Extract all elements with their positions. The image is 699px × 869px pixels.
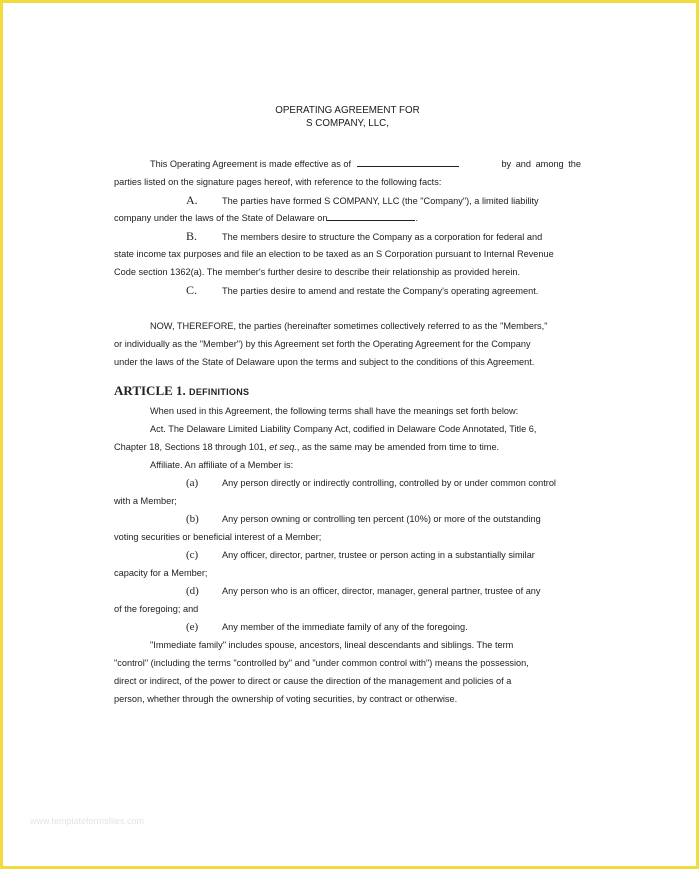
intro-text-b: by and among the xyxy=(501,159,581,169)
definitions-lead-text: When used in this Agreement, the following terms shall have the meanings set forth below: xyxy=(150,406,519,416)
item-b-line-2: voting securities or beneficial interest of a Member; xyxy=(114,532,322,542)
affiliate-line xyxy=(114,456,581,474)
intro-line-2: parties listed on the signature pages hereof, with reference to the following facts: xyxy=(114,177,442,187)
family-line-4: person, whether through the ownership of voting securities, by contract or otherwise. xyxy=(114,694,458,704)
recital-c-letter: C. xyxy=(186,283,198,297)
intro-text-a: This Operating Agreement is made effective as of xyxy=(150,159,352,169)
item-e-line-1 xyxy=(114,618,581,636)
date-blank xyxy=(357,156,459,167)
title-line-2: S COMPANY, LLC, xyxy=(306,118,389,129)
item-a-line-1 xyxy=(114,474,581,492)
recital-a-line-1 xyxy=(114,191,581,210)
item-e-label: (e) xyxy=(186,621,199,633)
act-text-2a: Chapter 18, Sections 18 through 101, xyxy=(114,442,267,452)
item-b-line-1 xyxy=(114,510,581,528)
recital-c-text: The parties desire to amend and restate the Company's operating agreement. xyxy=(222,286,539,296)
act-line-1 xyxy=(114,420,581,438)
affiliate-text: Affiliate. An affiliate of a Member is: xyxy=(150,460,294,470)
item-d-line-2: of the foregoing; and xyxy=(114,604,199,614)
recital-b-text: The members desire to structure the Company as a corporation for federal and xyxy=(222,232,543,242)
item-c-label: (c) xyxy=(186,549,199,561)
item-a-label: (a) xyxy=(186,477,199,489)
item-b-text: Any person owning or controlling ten percent (10%) or more of the outstanding xyxy=(222,514,541,524)
recital-b-line-2: state income tax purposes and file an election to be taxed as an S Corporation pursuant to Internal Revenue xyxy=(114,249,554,259)
formation-date-blank xyxy=(327,210,415,221)
item-c-line-2: capacity for a Member; xyxy=(114,568,208,578)
recital-a-period: . xyxy=(415,213,419,223)
now-line-2: or individually as the "Member") by this Agreement set forth the Operating Agreement for the Company xyxy=(114,339,531,349)
recital-a-letter: A. xyxy=(186,193,198,207)
recital-a-text-2: company under the laws of the State of Delaware on xyxy=(114,213,328,223)
item-b-label: (b) xyxy=(186,513,199,525)
item-d-text: Any person who is an officer, director, manager, general partner, trustee of any xyxy=(222,586,541,596)
recital-b-letter: B. xyxy=(186,229,198,243)
act-text-2b: , as the same may be amended from time to time. xyxy=(296,442,500,452)
item-d-label: (d) xyxy=(186,585,199,597)
definitions-lead xyxy=(114,402,581,420)
recital-c-line-1 xyxy=(114,281,581,300)
family-line-1 xyxy=(114,636,581,654)
item-a-text: Any person directly or indirectly controlling, controlled by or under common control xyxy=(222,478,556,488)
article-heading xyxy=(114,382,249,401)
now-line-3: under the laws of the State of Delaware upon the terms and subject to the conditions of this Agreement. xyxy=(114,357,535,367)
recital-a-line-2 xyxy=(114,209,581,227)
intro-line-1 xyxy=(114,155,581,173)
watermark-text: www.templateformsfiles.com xyxy=(30,816,145,826)
family-text-1: "Immediate family" includes spouse, ancestors, lineal descendants and siblings. The term xyxy=(150,640,514,650)
article-title: DEFINITIONS xyxy=(189,387,250,397)
document-title xyxy=(114,104,581,130)
act-text-1: Act. The Delaware Limited Liability Company Act, codified in Delaware Code Annotated, Title 6, xyxy=(150,424,537,434)
item-a-line-2: with a Member; xyxy=(114,496,177,506)
item-e-text: Any member of the immediate family of any of the foregoing. xyxy=(222,622,468,632)
item-d-line-1 xyxy=(114,582,581,600)
family-line-2: "control" (including the terms "controlled by" and "under common control with") means the possession, xyxy=(114,658,529,668)
item-c-text: Any officer, director, partner, trustee or person acting in a substantially similar xyxy=(222,550,535,560)
act-text-2i: et seq. xyxy=(269,442,297,452)
title-line-1: OPERATING AGREEMENT FOR xyxy=(275,105,420,116)
recital-b-line-3: Code section 1362(a). The member's further desire to describe their relationship as provided herein. xyxy=(114,267,521,277)
now-line-1 xyxy=(114,317,581,335)
article-number: ARTICLE 1. xyxy=(114,383,186,398)
recital-b-line-1 xyxy=(114,227,581,246)
act-line-2 xyxy=(114,438,581,456)
now-text-1: NOW, THEREFORE, the parties (hereinafter sometimes collectively referred to as the "Members," xyxy=(150,321,548,331)
family-line-3: direct or indirect, of the power to direct or cause the direction of the management and policies of a xyxy=(114,676,512,686)
recital-a-text: The parties have formed S COMPANY, LLC (the "Company"), a limited liability xyxy=(222,196,539,206)
item-c-line-1 xyxy=(114,546,581,564)
